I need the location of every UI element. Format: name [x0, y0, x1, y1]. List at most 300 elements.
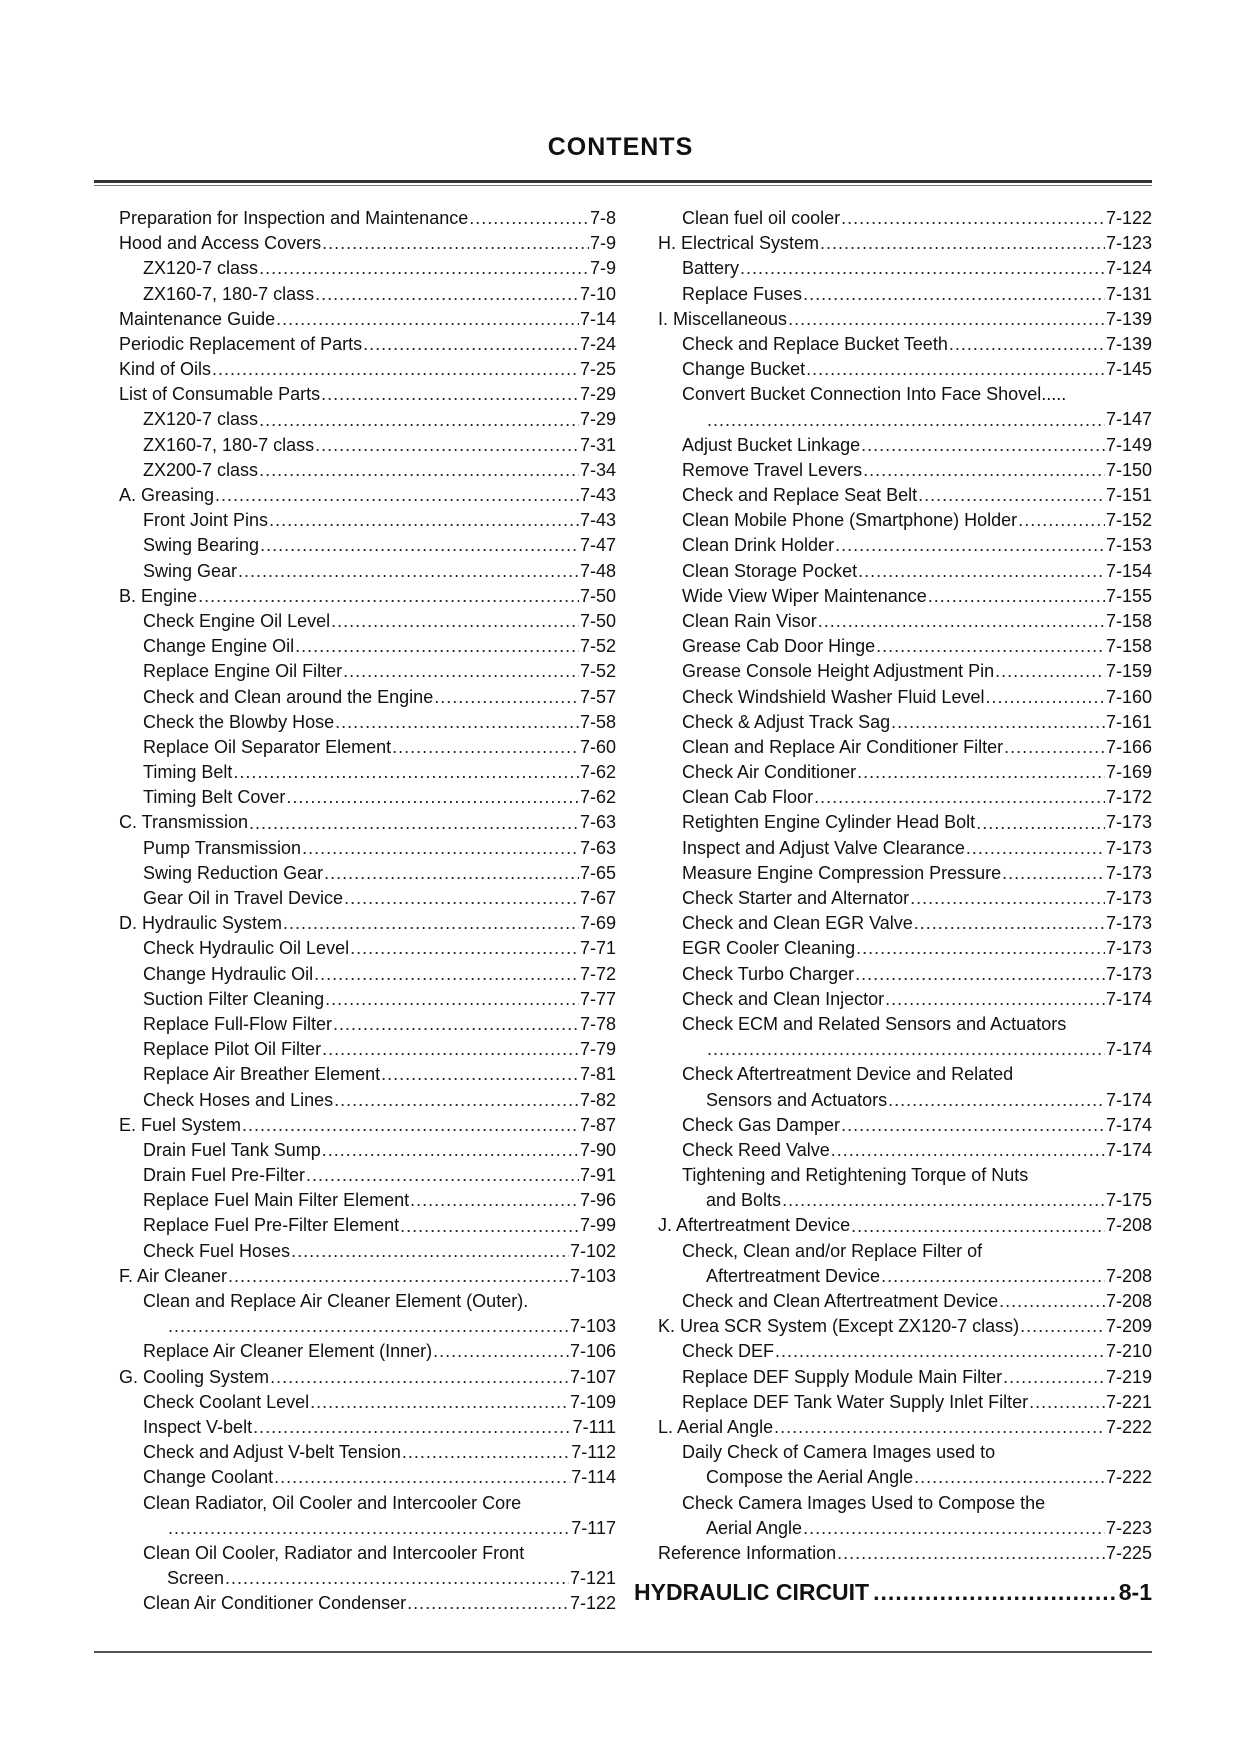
toc-entry-page: 7-219	[1105, 1366, 1152, 1387]
toc-entry-title: Replace DEF Tank Water Supply Inlet Filter	[682, 1391, 1029, 1412]
toc-right-column	[658, 206, 1152, 1566]
toc-entry-page: 7-174	[1105, 988, 1152, 1009]
leader-dots	[999, 1289, 1105, 1314]
leader-dots	[260, 533, 579, 558]
toc-entry-title: Check, Clean and/or Replace Filter of	[682, 1240, 983, 1261]
toc-entry[interactable]	[119, 1264, 616, 1289]
toc-entry[interactable]	[658, 1289, 1152, 1314]
toc-entry[interactable]	[658, 584, 1152, 609]
leader-dots	[344, 886, 579, 911]
leader-dots	[707, 1037, 1105, 1062]
leader-dots	[818, 609, 1105, 634]
toc-entry-page: 7-58	[579, 711, 616, 732]
page-title: CONTENTS	[547, 133, 694, 161]
toc-entry-title: Check Air Conditioner	[682, 762, 857, 783]
toc-entry-page: 7-96	[579, 1190, 616, 1211]
toc-entry-title: Check and Clean around the Engine	[143, 686, 434, 707]
toc-entry-page: 7-47	[579, 535, 616, 556]
toc-entry[interactable]	[658, 1314, 1152, 1339]
toc-entry-title: Front Joint Pins	[143, 510, 269, 531]
toc-entry[interactable]	[658, 1012, 1152, 1037]
leader-dots	[876, 634, 1105, 659]
leader-dots	[1029, 1390, 1105, 1415]
toc-entry-page: 7-9	[589, 258, 616, 279]
toc-entry-title: ZX120-7 class	[143, 409, 259, 430]
leader-dots	[851, 1214, 1105, 1239]
toc-entry-title: Grease Cab Door Hinge	[682, 636, 876, 657]
leader-dots	[910, 886, 1105, 911]
toc-entry[interactable]	[119, 1591, 616, 1616]
leader-dots	[333, 1012, 579, 1037]
leader-dots	[782, 1188, 1105, 1213]
leader-dots	[1018, 508, 1105, 533]
leader-dots	[270, 1365, 569, 1390]
toc-entry[interactable]	[658, 256, 1152, 281]
toc-entry[interactable]	[658, 231, 1152, 256]
toc-entry[interactable]	[119, 1062, 616, 1087]
toc-entry[interactable]	[119, 357, 616, 382]
toc-entry[interactable]	[658, 1163, 1152, 1188]
toc-entry-page: 7-174	[1105, 1139, 1152, 1160]
toc-entry[interactable]	[658, 1415, 1152, 1440]
toc-entry-title: Daily Check of Camera Images used to	[682, 1442, 996, 1463]
leader-dots	[283, 911, 579, 936]
toc-entry-title: Timing Belt Cover	[143, 787, 286, 808]
toc-entry[interactable]	[658, 987, 1152, 1012]
toc-entry-page: 7-151	[1105, 485, 1152, 506]
leader-dots	[891, 710, 1105, 735]
toc-entry[interactable]	[119, 307, 616, 332]
toc-entry[interactable]	[658, 861, 1152, 886]
leader-dots	[1003, 1365, 1105, 1390]
toc-entry[interactable]	[119, 785, 616, 810]
toc-entry-page: 7-124	[1105, 258, 1152, 279]
toc-entry[interactable]	[658, 659, 1152, 684]
toc-entry[interactable]	[658, 508, 1152, 533]
toc-entry[interactable]	[119, 584, 616, 609]
toc-entry-title: Check and Clean Aftertreatment Device	[682, 1291, 999, 1312]
leader-dots	[310, 1390, 569, 1415]
toc-entry[interactable]	[658, 735, 1152, 760]
toc-entry[interactable]	[119, 609, 616, 634]
toc-entry[interactable]	[119, 735, 616, 760]
toc-entry[interactable]	[119, 1314, 616, 1339]
toc-entry-page: 7-67	[579, 888, 616, 909]
leader-dots	[985, 685, 1104, 710]
toc-entry-page: 7-87	[579, 1114, 616, 1135]
leader-dots	[740, 256, 1105, 281]
leader-dots	[837, 1541, 1105, 1566]
toc-entry-page: 7-173	[1105, 913, 1152, 934]
toc-entry-page: 7-8	[589, 207, 616, 228]
toc-entry[interactable]	[658, 1440, 1152, 1465]
toc-entry-page: 7-208	[1105, 1291, 1152, 1312]
toc-entry-page: 7-9	[589, 233, 616, 254]
toc-entry-title: Kind of Oils	[119, 359, 212, 380]
toc-entry-page: 7-99	[579, 1215, 616, 1236]
toc-entry[interactable]	[119, 886, 616, 911]
toc-entry[interactable]	[119, 987, 616, 1012]
toc-entry-page: 7-208	[1105, 1215, 1152, 1236]
leader-dots	[259, 458, 579, 483]
toc-major-section[interactable]	[634, 1574, 1152, 1606]
toc-entry-title: Replace Fuses	[682, 283, 803, 304]
leader-dots	[873, 1579, 1115, 1606]
toc-entry-page: 7-78	[579, 1013, 616, 1034]
toc-entry-page: 7-222	[1105, 1467, 1152, 1488]
toc-entry[interactable]	[119, 282, 616, 307]
toc-entry-page: 7-208	[1105, 1265, 1152, 1286]
leader-dots	[215, 483, 579, 508]
leader-dots	[325, 987, 579, 1012]
toc-entry-page: 7-122	[1105, 207, 1152, 228]
toc-entry[interactable]	[119, 911, 616, 936]
leader-dots	[295, 634, 579, 659]
toc-entry[interactable]	[119, 433, 616, 458]
toc-entry-page: 7-91	[579, 1165, 616, 1186]
toc-entry[interactable]	[658, 1088, 1152, 1113]
leader-dots	[966, 836, 1105, 861]
toc-entry-page: 7-174	[1105, 1089, 1152, 1110]
toc-entry-title: Replace Pilot Oil Filter	[143, 1039, 322, 1060]
toc-entry[interactable]	[658, 458, 1152, 483]
toc-entry-page: 7-14	[579, 308, 616, 329]
toc-entry[interactable]	[658, 408, 1152, 433]
leader-dots	[858, 559, 1105, 584]
toc-entry-page: 7-173	[1105, 837, 1152, 858]
leader-dots	[334, 1088, 579, 1113]
toc-entry[interactable]	[119, 836, 616, 861]
toc-entry-page: 7-173	[1105, 963, 1152, 984]
toc-entry[interactable]	[658, 382, 1152, 407]
toc-entry[interactable]	[119, 1088, 616, 1113]
leader-dots	[225, 1566, 569, 1591]
toc-entry-title: Preparation for Inspection and Maintenance	[119, 207, 469, 228]
leader-dots	[976, 811, 1105, 836]
toc-entry-title: Check and Replace Bucket Teeth	[682, 333, 948, 354]
toc-entry[interactable]	[119, 1163, 616, 1188]
toc-entry-title: Check Windshield Washer Fluid Level	[682, 686, 985, 707]
toc-entry-title: Drain Fuel Tank Sump	[143, 1139, 321, 1160]
leader-dots	[841, 1113, 1105, 1138]
toc-entry[interactable]	[658, 1113, 1152, 1138]
toc-entry[interactable]	[658, 609, 1152, 634]
toc-entry-title: Swing Bearing	[143, 535, 260, 556]
toc-entry-title: C. Transmission	[119, 812, 249, 833]
leader-dots	[861, 433, 1105, 458]
major-section-title: HYDRAULIC CIRCUIT	[634, 1579, 870, 1605]
toc-entry-title: Clean Rain Visor	[682, 610, 817, 631]
toc-entry[interactable]	[658, 1491, 1152, 1516]
toc-entry-page: 7-123	[1105, 233, 1152, 254]
toc-entry[interactable]	[658, 1516, 1152, 1541]
leader-dots	[888, 1088, 1105, 1113]
toc-entry-title: Compose the Aerial Angle	[706, 1467, 914, 1488]
toc-entry[interactable]	[119, 962, 616, 987]
leader-dots	[350, 936, 579, 961]
toc-entry[interactable]	[119, 559, 616, 584]
leader-dots	[306, 1163, 579, 1188]
toc-entry[interactable]	[119, 1188, 616, 1213]
toc-entry[interactable]	[119, 659, 616, 684]
toc-entry[interactable]	[119, 1239, 616, 1264]
toc-entry[interactable]	[119, 1365, 616, 1390]
toc-entry[interactable]	[658, 685, 1152, 710]
toc-entry[interactable]	[119, 332, 616, 357]
toc-entry[interactable]	[658, 559, 1152, 584]
leader-dots	[469, 206, 589, 231]
toc-entry-page: 7-103	[569, 1316, 616, 1337]
toc-entry[interactable]	[119, 483, 616, 508]
toc-entry-title: Swing Gear	[143, 560, 238, 581]
toc-entry-page: 7-139	[1105, 308, 1152, 329]
toc-entry-title: Wide View Wiper Maintenance	[682, 585, 927, 606]
toc-entry-page: 7-173	[1105, 938, 1152, 959]
toc-entry[interactable]	[658, 1214, 1152, 1239]
toc-entry-title: Clean Cab Floor	[682, 787, 814, 808]
toc-entry[interactable]	[119, 1012, 616, 1037]
toc-entry[interactable]	[658, 282, 1152, 307]
toc-entry[interactable]	[119, 408, 616, 433]
toc-entry-title: Check Aftertreatment Device and Related	[682, 1064, 1014, 1085]
leader-dots	[841, 206, 1105, 231]
toc-entry[interactable]	[658, 1365, 1152, 1390]
leader-dots	[1020, 1314, 1105, 1339]
toc-entry[interactable]	[119, 1566, 616, 1591]
toc-entry[interactable]	[119, 811, 616, 836]
toc-entry[interactable]	[119, 1516, 616, 1541]
toc-entry-page: 7-160	[1105, 686, 1152, 707]
toc-entry-page: 7-63	[579, 812, 616, 833]
toc-entry-page: 7-63	[579, 837, 616, 858]
toc-entry-title: Adjust Bucket Linkage	[682, 434, 861, 455]
toc-entry[interactable]	[119, 1113, 616, 1138]
toc-entry-title: and Bolts	[706, 1190, 782, 1211]
leader-dots	[233, 760, 579, 785]
toc-entry[interactable]	[658, 206, 1152, 231]
toc-entry-title: Hood and Access Covers	[119, 233, 322, 254]
toc-entry[interactable]	[658, 1037, 1152, 1062]
leader-dots	[198, 584, 579, 609]
toc-entry[interactable]	[658, 634, 1152, 659]
leader-dots	[322, 1037, 579, 1062]
toc-entry-title: Pump Transmission	[143, 837, 302, 858]
toc-entry-page: 7-223	[1105, 1517, 1152, 1538]
leader-dots	[228, 1264, 569, 1289]
leader-dots	[788, 307, 1105, 332]
toc-entry[interactable]	[119, 1541, 616, 1566]
toc-entry[interactable]	[119, 634, 616, 659]
toc-entry[interactable]	[658, 811, 1152, 836]
toc-entry-title: Remove Travel Levers	[682, 459, 863, 480]
toc-entry[interactable]	[119, 1339, 616, 1364]
bottom-rule	[94, 1651, 1152, 1653]
toc-entry-title: Timing Belt	[143, 762, 233, 783]
toc-entry-page: 7-172	[1105, 787, 1152, 808]
leader-dots	[335, 710, 579, 735]
toc-entry[interactable]	[658, 911, 1152, 936]
toc-entry-page: 7-62	[579, 762, 616, 783]
toc-entry-title: Check Hoses and Lines	[143, 1089, 334, 1110]
toc-entry-page: 7-71	[579, 938, 616, 959]
toc-entry-title: Battery	[682, 258, 740, 279]
toc-entry-title: Replace Air Cleaner Element (Inner)	[143, 1341, 433, 1362]
leader-dots	[914, 1465, 1105, 1490]
toc-entry[interactable]	[119, 685, 616, 710]
toc-entry[interactable]	[119, 760, 616, 785]
toc-entry[interactable]	[119, 1491, 616, 1516]
toc-entry[interactable]	[658, 1339, 1152, 1364]
toc-entry[interactable]	[119, 1390, 616, 1415]
toc-entry-page: 7-174	[1105, 1039, 1152, 1060]
toc-entry-title: EGR Cooler Cleaning	[682, 938, 856, 959]
toc-entry-title: Check DEF	[682, 1341, 775, 1362]
toc-entry[interactable]	[658, 433, 1152, 458]
leader-dots	[995, 659, 1105, 684]
leader-dots	[831, 1138, 1105, 1163]
leader-dots	[863, 458, 1105, 483]
toc-left-column	[119, 206, 616, 1617]
toc-entry-page: 7-25	[579, 359, 616, 380]
leader-dots	[314, 962, 579, 987]
toc-entry-page: 7-153	[1105, 535, 1152, 556]
toc-entry[interactable]	[658, 1541, 1152, 1566]
leader-dots	[407, 1591, 569, 1616]
toc-entry-page: 7-60	[579, 736, 616, 757]
title-rule	[94, 180, 1152, 186]
toc-entry[interactable]	[658, 760, 1152, 785]
toc-entry[interactable]	[119, 1465, 616, 1490]
toc-entry[interactable]	[658, 1264, 1152, 1289]
leader-dots	[381, 1062, 579, 1087]
toc-entry-title: L. Aerial Angle	[658, 1416, 774, 1437]
toc-entry-page: 7-173	[1105, 888, 1152, 909]
toc-entry[interactable]	[119, 206, 616, 231]
toc-entry[interactable]	[658, 357, 1152, 382]
toc-entry-title: Replace Air Breather Element	[143, 1064, 381, 1085]
toc-entry-page: 7-169	[1105, 762, 1152, 783]
toc-entry[interactable]	[119, 458, 616, 483]
toc-entry[interactable]	[658, 533, 1152, 558]
toc-entry[interactable]	[119, 231, 616, 256]
toc-entry-page: 7-117	[571, 1517, 616, 1538]
toc-entry[interactable]	[658, 710, 1152, 735]
toc-entry-page: 7-24	[579, 333, 616, 354]
toc-entry[interactable]	[119, 1415, 616, 1440]
toc-entry[interactable]	[658, 785, 1152, 810]
leader-dots	[274, 1465, 570, 1490]
toc-entry[interactable]	[658, 886, 1152, 911]
leader-dots	[918, 483, 1105, 508]
toc-entry-title: Clean Oil Cooler, Radiator and Intercooler Front	[143, 1542, 525, 1563]
toc-entry[interactable]	[119, 1138, 616, 1163]
toc-entry-title: Reference Information	[658, 1542, 837, 1563]
toc-entry[interactable]	[658, 1390, 1152, 1415]
leader-dots	[820, 231, 1105, 256]
toc-entry-page: 7-69	[579, 913, 616, 934]
toc-entry[interactable]	[119, 508, 616, 533]
toc-entry[interactable]	[658, 1465, 1152, 1490]
toc-entry[interactable]	[119, 936, 616, 961]
toc-entry-page: 7-57	[579, 686, 616, 707]
leader-dots	[775, 1339, 1105, 1364]
toc-entry-page: 7-161	[1105, 711, 1152, 732]
toc-entry-page: 7-158	[1105, 610, 1152, 631]
toc-entry-page: 7-43	[579, 510, 616, 531]
toc-entry[interactable]	[658, 332, 1152, 357]
toc-entry[interactable]	[658, 307, 1152, 332]
toc-entry[interactable]	[658, 1239, 1152, 1264]
toc-entry-title: Clean Air Conditioner Condenser	[143, 1593, 407, 1614]
leader-dots	[276, 307, 579, 332]
leader-dots	[857, 760, 1105, 785]
toc-entry-title: Check Hydraulic Oil Level	[143, 938, 350, 959]
toc-entry[interactable]	[658, 836, 1152, 861]
toc-entry-page: 7-107	[569, 1366, 616, 1387]
leader-dots	[331, 609, 579, 634]
toc-entry[interactable]	[119, 533, 616, 558]
toc-entry[interactable]	[119, 1214, 616, 1239]
toc-entry[interactable]	[119, 1289, 616, 1314]
toc-entry-page: 7-10	[579, 283, 616, 304]
toc-entry-page: 7-150	[1105, 459, 1152, 480]
toc-entry-title: Suction Filter Cleaning	[143, 988, 325, 1009]
toc-entry[interactable]	[658, 1188, 1152, 1213]
toc-entry-title: Check Coolant Level	[143, 1391, 310, 1412]
leader-dots	[914, 911, 1105, 936]
toc-entry[interactable]	[119, 382, 616, 407]
toc-entry-title: K. Urea SCR System (Except ZX120-7 class)	[658, 1316, 1020, 1337]
toc-entry-title: Change Bucket	[682, 359, 806, 380]
toc-entry-title: Retighten Engine Cylinder Head Bolt	[682, 812, 976, 833]
leader-dots	[881, 1264, 1105, 1289]
toc-entry[interactable]	[119, 1440, 616, 1465]
toc-entry[interactable]	[658, 1138, 1152, 1163]
toc-entry-title: Maintenance Guide	[119, 308, 276, 329]
toc-entry-title: Change Hydraulic Oil	[143, 963, 314, 984]
toc-entry[interactable]	[119, 861, 616, 886]
toc-entry-page: 7-50	[579, 585, 616, 606]
leader-dots	[321, 382, 579, 407]
toc-entry-page: 7-225	[1105, 1542, 1152, 1563]
toc-entry[interactable]	[658, 483, 1152, 508]
leader-dots	[249, 811, 579, 836]
toc-entry[interactable]	[119, 1037, 616, 1062]
toc-entry-title: Change Coolant	[143, 1467, 274, 1488]
toc-entry-title: Check Camera Images Used to Compose the	[682, 1492, 1046, 1513]
leader-dots	[400, 1214, 579, 1239]
toc-entry-page: 7-122	[569, 1593, 616, 1614]
leader-dots	[803, 282, 1105, 307]
toc-entry[interactable]	[658, 936, 1152, 961]
toc-entry-title: Replace Oil Separator Element	[143, 736, 392, 757]
toc-entry-page: 7-109	[569, 1391, 616, 1412]
toc-entry-page: 7-159	[1105, 661, 1152, 682]
toc-entry-page: 7-114	[571, 1467, 616, 1488]
leader-dots	[949, 332, 1105, 357]
toc-entry-title: Check Engine Oil Level	[143, 610, 331, 631]
toc-entry-title: Inspect V-belt	[143, 1416, 253, 1437]
toc-entry-page: 7-50	[579, 610, 616, 631]
toc-entry-title: Aerial Angle	[706, 1517, 803, 1538]
toc-entry[interactable]	[119, 710, 616, 735]
toc-entry-title: H. Electrical System	[658, 233, 820, 254]
toc-entry[interactable]	[658, 962, 1152, 987]
leader-dots	[928, 584, 1105, 609]
toc-entry[interactable]	[658, 1062, 1152, 1087]
toc-entry[interactable]	[119, 256, 616, 281]
toc-entry-title: Check ECM and Related Sensors and Actuators	[682, 1013, 1067, 1034]
